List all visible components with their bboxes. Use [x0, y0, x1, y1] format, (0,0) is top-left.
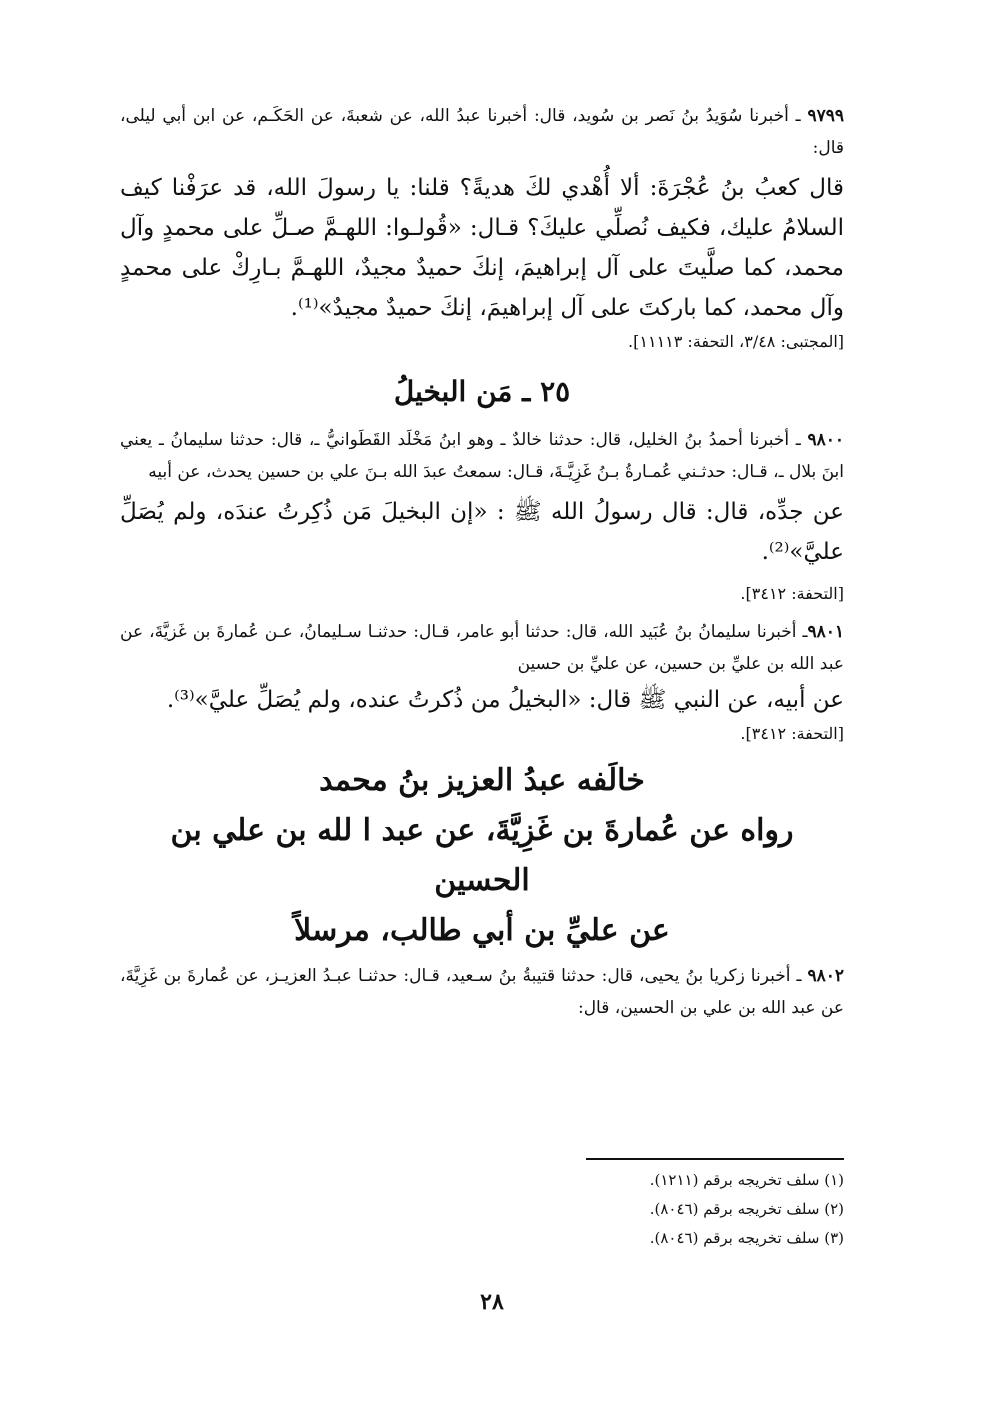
sanad-text: ـ أخبرنا سليمانُ بنُ عُبَيد الله، قال: حدثنا أبو عامر، قـال: حدثنـا سـليمانُ، عـن عُمارةَ بن غَزيَّةَ، عن عبد الله بن عليِّ بن حسين، عن عليِّ بن حسين	[120, 622, 844, 674]
footnotes	[586, 1166, 844, 1253]
hadith-9800-matn: عن جدِّه، قال: قال رسولُ الله ﷺ : «إن البخيلَ مَن ذُكِرتُ عندَه، ولم يُصَلِّ عليَّ»⁽²⁾.	[120, 499, 844, 565]
chapter-heading: ٢٥ ـ مَن البخيلُ	[393, 375, 571, 408]
hadith-9802-sanad	[120, 960, 844, 1024]
footnote-divider	[586, 1158, 844, 1160]
sanad-text: ـ أخبرنا أحمدُ بنُ الخليل، قال: حدثنا خالدٌ ـ وهو ابنُ مَخْلَد القَطَوانيُّ ـ، قال: حدثنا سليمانُ ـ يعني ابنَ بلال ـ، قـال: حدثـني عُمـارةُ بـنُ غَزِيَّـةَ، قـال: سمعتُ عبدَ الله بـنَ علي بن حسين يحدث، عن أبيه	[120, 430, 844, 482]
sanad-text: ـ أخبرنا سُوَيدُ بنُ نَصر بن سُويد، قال: أخبرنا عبدُ الله، عن شعبةَ، عن الحَكَـم، عن ابن أبي ليلى، قال:	[120, 106, 844, 158]
footnote-3: (٣) سلف تخريجه برقم (٨٠٤٦).	[649, 1229, 844, 1247]
section-heading-line-3: عن عليِّ بن أبي طالب، مرسلاً	[294, 913, 670, 948]
section-heading-line-1: خالَفه عبدُ العزيز بنُ محمد	[319, 763, 645, 798]
footnote-2: (٢) سلف تخريجه برقم (٨٠٤٦).	[649, 1200, 844, 1218]
footnote-1: (١) سلف تخريجه برقم (١٢١١).	[649, 1171, 844, 1189]
hadith-9801-matn: عن أبيه، عن النبي ﷺ قال: «البخيلُ من ذُكرتُ عنده، ولم يُصَلِّ عليَّ»⁽³⁾.	[166, 687, 844, 713]
hadith-number: ٩٨٠٠	[807, 430, 844, 450]
hadith-9801-reference: [التحفة: ٣٤١٢].	[740, 724, 844, 743]
page-body	[120, 100, 844, 1024]
hadith-9799-reference: [المجتبى: ٣/٤٨، التحفة: ١١١١٣].	[628, 332, 844, 351]
hadith-9800-reference: [التحفة: ٣٤١٢].	[740, 584, 844, 603]
hadith-9800-sanad	[120, 424, 844, 488]
page-number: ٢٨	[480, 1289, 504, 1315]
hadith-number: ٩٨٠١	[807, 622, 844, 642]
hadith-9801-sanad	[120, 616, 844, 680]
hadith-number: ٩٨٠٢	[807, 966, 844, 986]
section-heading-line-2: رواه عن عُمارةَ بن غَزِيَّةَ، عن عبد ا لله بن علي بن الحسين	[170, 813, 794, 898]
hadith-number: ٩٧٩٩	[807, 106, 844, 126]
hadith-9799-sanad	[120, 100, 844, 164]
hadith-9799-matn: قال كعبُ بنُ عُجْرَةَ: ألا أُهْدي لكَ هديةً؟ قلنا: يا رسولَ الله، قد عرَفْنا كيف السلامُ عليك، فكيف نُصلِّي عليكَ؟ قـال: «قُولـوا: اللهـمَّ صـلِّ على محمدٍ وآل محمد، كما صلَّيتَ على آل إبراهيمَ، إنكَ حميدٌ مجيدٌ، اللهـمَّ بـارِكْ على محمدٍ وآل محمد، كما باركتَ على آل إبراهيمَ، إنكَ حميدٌ مجيدٌ»⁽¹⁾.	[120, 175, 844, 321]
sanad-text: ـ أخبرنا زكريا بنُ يحيى، قال: حدثنا قتيبةُ بنُ سـعيد، قـال: حدثنـا عبـدُ العزيـز، عن عُمارةَ بن غَزِيَّةَ، عن عبد الله بن علي بن الحسين، قال:	[120, 966, 844, 1018]
